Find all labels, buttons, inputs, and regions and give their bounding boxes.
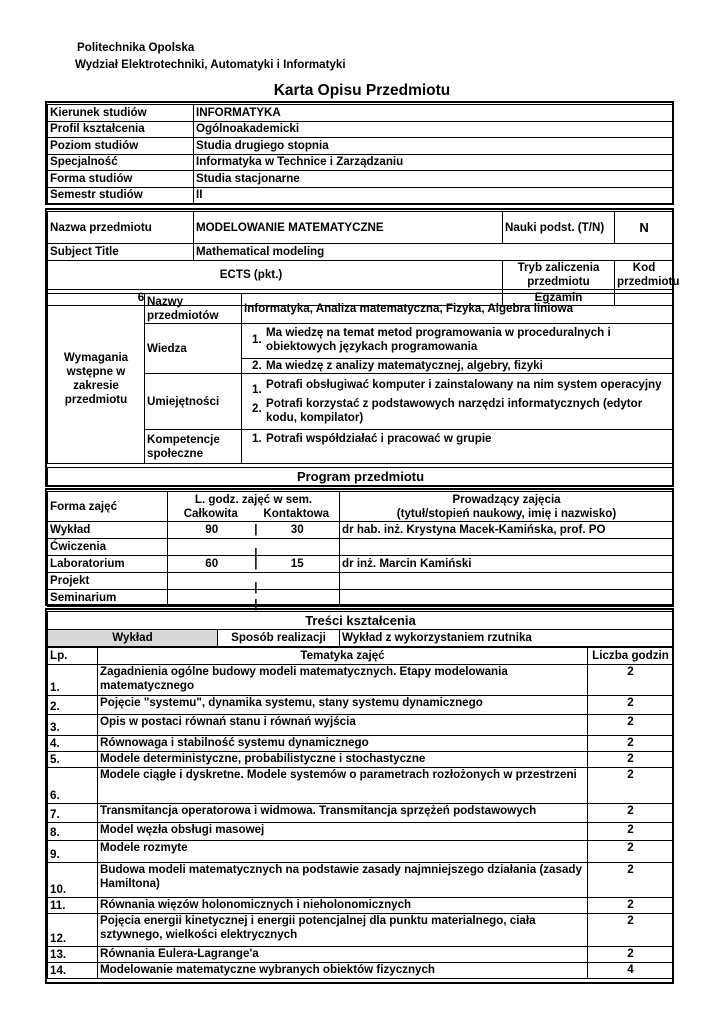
program-teacher: dr hab. inż. Krystyna Macek-Kamińska, prof. PO	[340, 522, 674, 539]
program-contact: 15	[256, 556, 340, 573]
topic-header: Tematyka zajęć	[98, 648, 588, 665]
column-separator: |	[254, 598, 258, 611]
topic-lp: 12.	[48, 914, 98, 947]
prereq-names-label: Nazwy przedmiotów	[145, 294, 242, 324]
program-form: Seminarium	[48, 590, 168, 607]
info-table	[47, 104, 674, 204]
program-table	[47, 491, 674, 611]
topic-text: Model węzła obsługi masowej	[98, 823, 588, 841]
topic-hours: 2	[588, 914, 674, 947]
info-row	[48, 138, 674, 155]
page-title: Karta Opisu Przedmiotu	[273, 82, 451, 99]
program-teacher	[340, 539, 674, 556]
topic-row	[48, 863, 674, 898]
topic-text: Modele rozmyte	[98, 841, 588, 863]
topic-lp: 6.	[48, 768, 98, 804]
info-label: Kierunek studiów	[48, 105, 194, 122]
program-teacher	[340, 573, 674, 590]
topic-hours: 2	[588, 715, 674, 736]
skills-item	[242, 397, 673, 425]
program-form: Ćwiczenia	[48, 539, 168, 556]
info-row	[48, 171, 674, 188]
program-total-value: 60	[205, 557, 219, 570]
item-number: 1.	[252, 432, 262, 445]
topic-row	[48, 696, 674, 715]
topic-hours: 4	[588, 963, 674, 979]
total-label: Całkowita	[183, 506, 238, 520]
university-name: Politechnika Opolska	[77, 41, 195, 54]
ects-value: 6	[48, 290, 503, 306]
info-label: Specjalność	[48, 154, 194, 171]
topic-hours: 2	[588, 823, 674, 841]
program-form: Wykład	[48, 522, 168, 539]
teacher-header	[340, 492, 674, 522]
hours-header: Liczba godzin	[588, 648, 674, 665]
info-value: II	[194, 187, 674, 204]
column-separator: |	[254, 523, 258, 536]
topic-hours: 2	[588, 696, 674, 715]
topic-text: Modele deterministyczne, probabilistyczne i stochastyczne	[98, 752, 588, 768]
program-row	[48, 539, 674, 556]
topic-hours: 2	[588, 804, 674, 823]
program-title-table	[47, 467, 674, 486]
topic-lp: 5.	[48, 752, 98, 768]
info-row	[48, 121, 674, 138]
topic-text: Pojęcie "systemu", dynamika systemu, stany systemu dynamicznego	[98, 696, 588, 715]
info-label: Forma studiów	[48, 171, 194, 188]
topic-text: Modele ciągłe i dyskretne. Modele systemów o parametrach rozłożonych w przestrzeni	[98, 768, 588, 804]
topic-text: Równowaga i stabilność systemu dynamicznego	[98, 736, 588, 752]
item-text: Potrafi współdziałać i pracować w grupie	[266, 432, 492, 445]
basic-sciences-label: Nauki podst. (T/N)	[503, 212, 615, 244]
topic-text: Równania więzów holonomicznych i nieholonomicznych	[98, 898, 588, 914]
topic-hours: 2	[588, 768, 674, 804]
topic-row	[48, 841, 674, 863]
prereq-table	[47, 293, 674, 464]
topic-text: Pojęcia energii kinetycznej i energii potencjalnej dla punktu materialnego, ciała sztywnego, wielkości elektrycznych	[98, 914, 588, 947]
topic-lp: 14.	[48, 963, 98, 979]
program-contact: 30	[256, 522, 340, 539]
item-text: Ma wiedzę z analizy matematycznej, algebry, fizyki	[266, 359, 543, 372]
program-contact	[256, 573, 340, 590]
program-row	[48, 573, 674, 590]
info-value: Ogólnoakademicki	[194, 121, 674, 138]
topic-lp: 10.	[48, 863, 98, 898]
item-text: Potrafi obsługiwać komputer i zainstalowany na nim system operacyjny	[266, 378, 662, 391]
content-title: Treści kształcenia	[48, 612, 674, 630]
program-title: Program przedmiotu	[48, 468, 674, 486]
program-total	[168, 556, 256, 573]
subject-title: Mathematical modeling	[194, 244, 674, 261]
lp-header: Lp.	[48, 648, 98, 665]
topic-row	[48, 715, 674, 736]
topic-lp: 2.	[48, 696, 98, 715]
topic-lp: 9.	[48, 841, 98, 863]
program-row	[48, 590, 674, 607]
item-number: 2.	[252, 359, 262, 372]
teacher-sub: (tytuł/stopień naukowy, imię i nazwisko)	[396, 506, 617, 520]
topic-hours: 2	[588, 736, 674, 752]
item-number: 2.	[252, 402, 262, 415]
column-separator: |	[254, 547, 258, 560]
topic-row	[48, 823, 674, 841]
topic-hours: 2	[588, 752, 674, 768]
method-value: Wykład z wykorzystaniem rzutnika	[340, 630, 674, 647]
teacher-label: Prowadzący zajęcia	[452, 492, 561, 506]
prereq-label: Wymagania wstępne w zakresie przedmiotu	[48, 294, 145, 464]
program-total	[168, 573, 258, 594]
program-total-value: 90	[205, 523, 219, 536]
skills-item	[242, 378, 673, 397]
program-form: Laboratorium	[48, 556, 168, 573]
faculty-name: Wydział Elektrotechniki, Automatyki i Informatyki	[75, 58, 346, 71]
program-row	[48, 522, 674, 539]
program-teacher: dr inż. Marcin Kamiński	[340, 556, 674, 573]
hours-label: L. godz. zajęć w sem.	[194, 492, 313, 506]
program-contact	[256, 539, 340, 556]
column-separator: |	[254, 581, 258, 594]
course-code-label: Kod przedmiotu	[615, 261, 674, 290]
topic-text: Modelowanie matematyczne wybranych obiektów fizycznych	[98, 963, 588, 979]
topic-row	[48, 752, 674, 768]
topic-text: Transmitancja operatorowa i widmowa. Transmitancja sprzężeń podstawowych	[98, 804, 588, 823]
info-row	[48, 187, 674, 204]
knowledge-item	[242, 358, 673, 373]
topic-text: Opis w postaci równań stanu i równań wyjścia	[98, 715, 588, 736]
program-form: Projekt	[48, 573, 168, 590]
info-value: Studia stacjonarne	[194, 171, 674, 188]
subject-title-label: Subject Title	[48, 244, 194, 261]
topic-text: Zagadnienia ogólne budowy modeli matematycznych. Etapy modelowania matematycznego	[98, 665, 588, 696]
content-header-table	[47, 611, 674, 647]
subject-table	[47, 211, 680, 306]
info-row	[48, 105, 674, 122]
exam-mode-label: Tryb zaliczenia przedmiotu	[503, 261, 615, 290]
knowledge-item	[242, 324, 673, 358]
info-label: Poziom studiów	[48, 138, 194, 155]
topic-hours: 2	[588, 947, 674, 963]
topic-hours: 2	[588, 665, 674, 696]
program-total	[168, 539, 258, 560]
topic-row	[48, 665, 674, 696]
topic-lp: 4.	[48, 736, 98, 752]
competence-label: Kompetencje społeczne	[145, 430, 242, 464]
exam-mode-value: Egzamin	[503, 290, 615, 306]
program-row	[48, 556, 674, 573]
program-teacher	[340, 590, 674, 607]
hours-header	[168, 492, 340, 522]
skills-label: Umiejętności	[145, 374, 242, 430]
topic-lp: 13.	[48, 947, 98, 963]
ects-label: ECTS (pkt.)	[48, 261, 503, 290]
topics-table	[47, 647, 674, 979]
topic-row	[48, 804, 674, 823]
topic-row	[48, 898, 674, 914]
item-number: 1.	[252, 383, 262, 396]
topic-lp: 1.	[48, 665, 98, 696]
program-contact	[256, 590, 340, 607]
info-value: INFORMATYKA	[194, 105, 674, 122]
knowledge-label: Wiedza	[145, 324, 242, 374]
topic-hours: 2	[588, 898, 674, 914]
item-text: Potrafi korzystać z podstawowych narzędzi informatycznych (edytor kodu, kompilator)	[266, 397, 643, 424]
info-value: Studia drugiego stopnia	[194, 138, 674, 155]
program-total	[168, 522, 256, 539]
info-row	[48, 154, 674, 171]
competence-item	[242, 430, 673, 446]
item-number: 1.	[252, 333, 262, 346]
subject-name: MODELOWANIE MATEMATYCZNE	[194, 212, 503, 244]
topic-row	[48, 736, 674, 752]
prereq-names: Informatyka, Analiza matematyczna, Fizyka, Algebra liniowa	[242, 294, 674, 324]
topic-row	[48, 914, 674, 947]
item-text: Ma wiedzę na temat metod programowania w proceduralnych i obiektowych językach programowania	[266, 326, 611, 353]
topic-text: Równania Eulera-Lagrange'a	[98, 947, 588, 963]
topic-hours: 2	[588, 841, 674, 863]
info-label: Profil kształcenia	[48, 121, 194, 138]
program-total	[168, 590, 258, 611]
topic-row	[48, 768, 674, 804]
topic-text: Budowa modeli matematycznych na podstawie zasady najmniejszego działania (zasady Hamiltona)	[98, 863, 588, 898]
topic-row	[48, 947, 674, 963]
topic-lp: 8.	[48, 823, 98, 841]
subject-name-label: Nazwa przedmiotu	[48, 212, 194, 244]
method-label: Sposób realizacji	[218, 630, 340, 647]
info-value: Informatyka w Technice i Zarządzaniu	[194, 154, 674, 171]
topic-lp: 7.	[48, 804, 98, 823]
column-separator: |	[254, 557, 258, 570]
topic-lp: 3.	[48, 715, 98, 736]
topic-hours: 2	[588, 863, 674, 898]
info-label: Semestr studiów	[48, 187, 194, 204]
topic-row	[48, 963, 674, 979]
content-type: Wykład	[48, 630, 218, 647]
contact-label: Kontaktowa	[263, 506, 330, 520]
topic-lp: 11.	[48, 898, 98, 914]
basic-sciences-value: N	[615, 212, 674, 244]
form-label: Forma zajęć	[48, 492, 168, 522]
